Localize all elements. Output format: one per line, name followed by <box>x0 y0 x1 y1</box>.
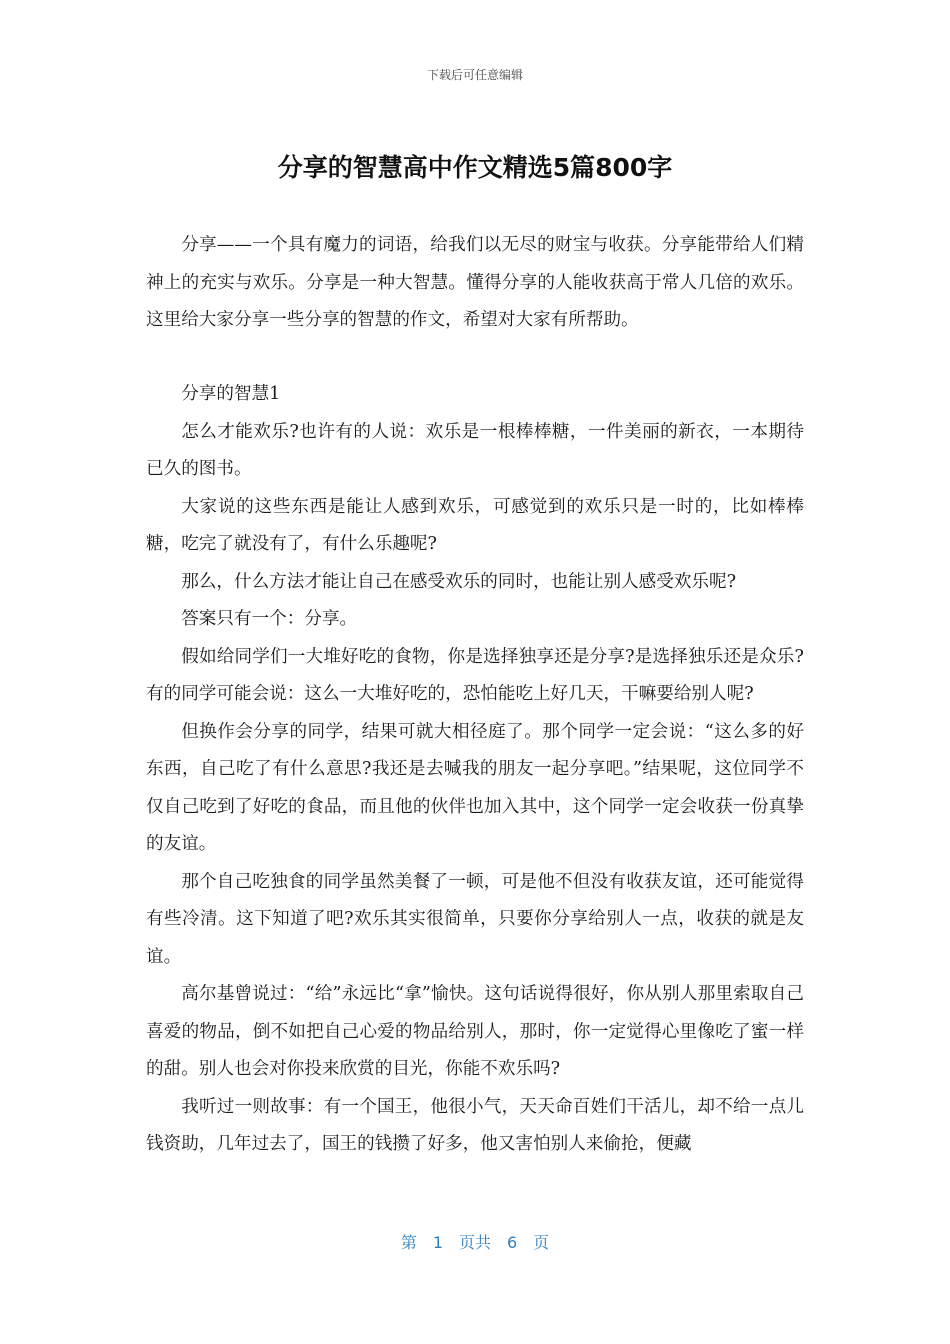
intro-paragraph: 分享——一个具有魔力的词语，给我们以无尽的财宝与收获。分享能带给人们精神上的充实与欢乐。分享是一种大智慧。懂得分享的人能收获高于常人几倍的欢乐。这里给大家分享一些分享的智慧的作文，希望对大家有所帮助。 <box>146 235 804 330</box>
page-number-footer: 第 1 页共 6 页 <box>400 1233 550 1252</box>
paragraph: 但换作会分享的同学，结果可就大相径庭了。那个同学一定会说：“这么多的好东西，自己吃了有什么意思?我还是去喊我的朋友一起分享吧。”结果呢，这位同学不仅自己吃到了好吃的食品，而且他的伙伴也加入其中，这个同学一定会收获一份真挚的友谊。 <box>146 721 804 854</box>
paragraph: 我听过一则故事：有一个国王，他很小气，天天命百姓们干活儿，却不给一点儿钱资助，几年过去了，国王的钱攒了好多，他又害怕别人来偷抢，便藏 <box>146 1096 804 1154</box>
document-title: 分享的智慧高中作文精选5篇800字 <box>277 153 673 182</box>
paragraph: 高尔基曾说过：“给”永远比“拿”愉快。这句话说得很好，你从别人那里索取自己喜爱的物品，倒不如把自己心爱的物品给别人，那时，你一定觉得心里像吃了蜜一样的甜。别人也会对你投来欣赏的目光，你能不欢乐吗? <box>146 984 804 1079</box>
paragraph: 那个自己吃独食的同学虽然美餐了一顿，可是他不但没有收获友谊，还可能觉得有些冷清。这下知道了吧?欢乐其实很简单，只要你分享给别人一点，收获的就是友谊。 <box>146 871 804 967</box>
paragraph: 怎么才能欢乐?也许有的人说：欢乐是一根棒棒糖，一件美丽的新衣，一本期待已久的图书。 <box>146 421 804 479</box>
paragraph: 假如给同学们一大堆好吃的食物，你是选择独享还是分享?是选择独乐还是众乐?有的同学可能会说：这么一大堆好吃的，恐怕能吃上好几天，干嘛要给别人呢? <box>146 646 804 704</box>
paragraph: 那么，什么方法才能让自己在感受欢乐的同时，也能让别人感受欢乐呢? <box>181 571 737 592</box>
paragraph: 大家说的这些东西是能让人感到欢乐，可感觉到的欢乐只是一时的，比如棒棒糖，吃完了就没有了，有什么乐趣呢? <box>146 496 804 554</box>
paragraph: 答案只有一个：分享。 <box>181 609 358 629</box>
page-header-note: 下载后可任意编辑 <box>426 68 523 82</box>
section-heading: 分享的智慧1 <box>181 384 281 404</box>
intro-section <box>146 227 804 340</box>
essay-body <box>146 376 804 1164</box>
